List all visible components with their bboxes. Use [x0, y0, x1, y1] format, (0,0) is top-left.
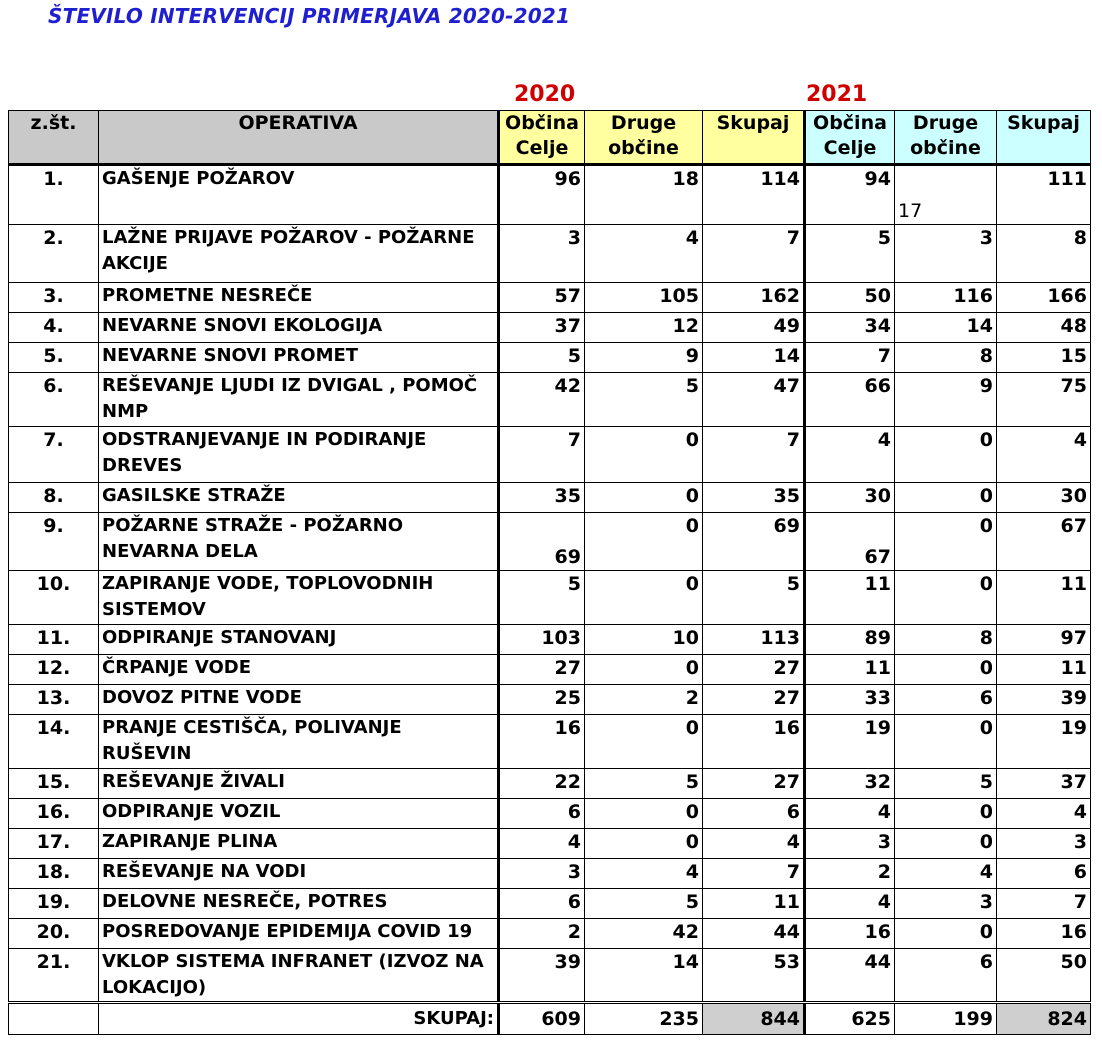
cell-2020-skupaj: 27 — [703, 685, 805, 715]
cell-2021-skupaj: 8 — [997, 225, 1091, 283]
row-number: 17. — [9, 829, 99, 859]
cell-2021-druge: 6 — [895, 685, 997, 715]
row-operativa: REŠEVANJE NA VODI — [99, 859, 499, 889]
cell-2021-celje: 44 — [805, 949, 895, 1003]
cell-2020-celje: 5 — [499, 343, 585, 373]
row-operativa: POŽARNE STRAŽE - POŽARNO NEVARNA DELA — [99, 513, 499, 571]
row-number: 8. — [9, 483, 99, 513]
page-title: ŠTEVILO INTERVENCIJ PRIMERJAVA 2020-2021 — [48, 4, 571, 28]
cell-2021-druge: 0 — [895, 483, 997, 513]
table-row — [9, 715, 1091, 769]
cell-2020-celje: 103 — [499, 625, 585, 655]
table-row — [9, 829, 1091, 859]
cell-2021-celje: 89 — [805, 625, 895, 655]
cell-2020-druge: 4 — [585, 859, 703, 889]
cell-2020-skupaj: 53 — [703, 949, 805, 1003]
row-operativa: PROMETNE NESREČE — [99, 283, 499, 313]
cell-2021-celje: 67 — [805, 513, 895, 571]
row-operativa: ODPIRANJE VOZIL — [99, 799, 499, 829]
header-2021-obcina-line2: Celje — [823, 137, 877, 159]
table-row — [9, 889, 1091, 919]
header-2020-obcina-line1: Občina — [505, 112, 579, 134]
header-2021-druge-obcine — [895, 111, 997, 165]
cell-2021-druge: 6 — [895, 949, 997, 1003]
cell-2020-skupaj: 113 — [703, 625, 805, 655]
row-number: 6. — [9, 373, 99, 427]
cell-2020-skupaj: 6 — [703, 799, 805, 829]
cell-2021-druge: 8 — [895, 625, 997, 655]
cell-2020-druge: 0 — [585, 829, 703, 859]
cell-2020-skupaj: 44 — [703, 919, 805, 949]
row-number: 5. — [9, 343, 99, 373]
row-operativa: VKLOP SISTEMA INFRANET (IZVOZ NA LOKACIJO) — [99, 949, 499, 1003]
year-2020-label: 2020 — [514, 82, 576, 107]
cell-2021-druge: 0 — [895, 829, 997, 859]
cell-2021-druge: 0 — [895, 655, 997, 685]
table-row — [9, 571, 1091, 625]
table-row — [9, 283, 1091, 313]
row-operativa: ZAPIRANJE VODE, TOPLOVODNIH SISTEMOV — [99, 571, 499, 625]
row-number: 11. — [9, 625, 99, 655]
cell-2021-druge: 4 — [895, 859, 997, 889]
row-number: 14. — [9, 715, 99, 769]
cell-2020-druge: 9 — [585, 343, 703, 373]
row-number: 13. — [9, 685, 99, 715]
cell-2020-skupaj: 5 — [703, 571, 805, 625]
header-2021-druge-line2: občine — [910, 137, 981, 159]
header-2021-skupaj: Skupaj — [997, 111, 1091, 165]
cell-2021-skupaj: 15 — [997, 343, 1091, 373]
cell-2020-skupaj: 7 — [703, 225, 805, 283]
cell-2020-druge: 4 — [585, 225, 703, 283]
cell-2021-skupaj: 16 — [997, 919, 1091, 949]
cell-2020-skupaj: 35 — [703, 483, 805, 513]
table-row — [9, 859, 1091, 889]
cell-2020-skupaj: 7 — [703, 427, 805, 483]
cell-2020-druge: 14 — [585, 949, 703, 1003]
cell-2020-druge: 105 — [585, 283, 703, 313]
header-2021-druge-line1: Druge — [912, 112, 979, 134]
cell-2020-skupaj: 14 — [703, 343, 805, 373]
cell-2021-skupaj: 97 — [997, 625, 1091, 655]
row-number: 10. — [9, 571, 99, 625]
row-number: 2. — [9, 225, 99, 283]
header-2020-skupaj: Skupaj — [703, 111, 805, 165]
cell-2021-druge: 14 — [895, 313, 997, 343]
cell-2021-skupaj: 39 — [997, 685, 1091, 715]
row-number: 20. — [9, 919, 99, 949]
cell-2020-celje: 16 — [499, 715, 585, 769]
cell-2021-skupaj: 4 — [997, 427, 1091, 483]
row-operativa: NEVARNE SNOVI EKOLOGIJA — [99, 313, 499, 343]
year-2021-label: 2021 — [806, 82, 868, 107]
cell-2020-celje: 22 — [499, 769, 585, 799]
cell-2021-druge: 5 — [895, 769, 997, 799]
table-row — [9, 343, 1091, 373]
cell-2020-druge: 5 — [585, 889, 703, 919]
row-number: 18. — [9, 859, 99, 889]
row-operativa: LAŽNE PRIJAVE POŽAROV - POŽARNE AKCIJE — [99, 225, 499, 283]
cell-2020-druge: 0 — [585, 513, 703, 571]
cell-2020-skupaj: 4 — [703, 829, 805, 859]
cell-2021-druge: 0 — [895, 799, 997, 829]
cell-2021-celje: 4 — [805, 799, 895, 829]
row-number: 15. — [9, 769, 99, 799]
row-operativa: ČRPANJE VODE — [99, 655, 499, 685]
row-operativa: ODSTRANJEVANJE IN PODIRANJE DREVES — [99, 427, 499, 483]
cell-2020-celje: 4 — [499, 829, 585, 859]
row-operativa: PRANJE CESTIŠČA, POLIVANJE RUŠEVIN — [99, 715, 499, 769]
cell-2020-skupaj: 27 — [703, 769, 805, 799]
row-operativa: ZAPIRANJE PLINA — [99, 829, 499, 859]
cell-2021-celje: 16 — [805, 919, 895, 949]
cell-2020-druge: 5 — [585, 373, 703, 427]
cell-2020-celje: 5 — [499, 571, 585, 625]
cell-2020-celje: 69 — [499, 513, 585, 571]
cell-2021-skupaj: 7 — [997, 889, 1091, 919]
cell-2021-druge: 0 — [895, 571, 997, 625]
cell-2020-celje: 39 — [499, 949, 585, 1003]
cell-2021-skupaj: 30 — [997, 483, 1091, 513]
row-operativa: REŠEVANJE LJUDI IZ DVIGAL , POMOČ NMP — [99, 373, 499, 427]
cell-2020-druge: 18 — [585, 165, 703, 225]
cell-2021-druge: 0 — [895, 513, 997, 571]
table-row — [9, 373, 1091, 427]
row-operativa: DOVOZ PITNE VODE — [99, 685, 499, 715]
table-row — [9, 799, 1091, 829]
table-row — [9, 919, 1091, 949]
cell-2021-skupaj: 4 — [997, 799, 1091, 829]
cell-2021-skupaj: 11 — [997, 571, 1091, 625]
cell-2021-celje: 33 — [805, 685, 895, 715]
cell-2021-druge: 3 — [895, 889, 997, 919]
cell-2020-druge: 0 — [585, 715, 703, 769]
cell-2020-druge: 5 — [585, 769, 703, 799]
cell-2020-celje: 6 — [499, 799, 585, 829]
cell-2021-celje: 66 — [805, 373, 895, 427]
table-row — [9, 427, 1091, 483]
table-row — [9, 483, 1091, 513]
cell-2021-skupaj: 48 — [997, 313, 1091, 343]
cell-2020-druge: 0 — [585, 483, 703, 513]
cell-2020-celje: 35 — [499, 483, 585, 513]
total-row — [9, 1003, 1091, 1035]
cell-2021-druge: 116 — [895, 283, 997, 313]
header-2020-druge-obcine — [585, 111, 703, 165]
cell-2020-celje: 3 — [499, 225, 585, 283]
table-row — [9, 313, 1091, 343]
row-operativa: POSREDOVANJE EPIDEMIJA COVID 19 — [99, 919, 499, 949]
row-operativa: ODPIRANJE STANOVANJ — [99, 625, 499, 655]
cell-2021-celje: 3 — [805, 829, 895, 859]
cell-2020-skupaj: 49 — [703, 313, 805, 343]
row-number: 21. — [9, 949, 99, 1003]
cell-2021-druge: 0 — [895, 919, 997, 949]
cell-2021-skupaj: 50 — [997, 949, 1091, 1003]
row-number: 1. — [9, 165, 99, 225]
cell-2021-celje: 30 — [805, 483, 895, 513]
cell-2020-celje: 42 — [499, 373, 585, 427]
row-operativa: NEVARNE SNOVI PROMET — [99, 343, 499, 373]
cell-2020-druge: 0 — [585, 571, 703, 625]
cell-2020-druge: 0 — [585, 799, 703, 829]
cell-2021-celje: 50 — [805, 283, 895, 313]
cell-2021-celje: 7 — [805, 343, 895, 373]
total-2021-skupaj: 824 — [997, 1003, 1091, 1035]
table-row — [9, 625, 1091, 655]
table-row — [9, 513, 1091, 571]
cell-2020-celje: 7 — [499, 427, 585, 483]
cell-2021-celje: 11 — [805, 655, 895, 685]
total-nr-cell — [9, 1003, 99, 1035]
cell-2020-skupaj: 16 — [703, 715, 805, 769]
cell-2021-skupaj: 3 — [997, 829, 1091, 859]
header-2021-obcina-line1: Občina — [813, 112, 887, 134]
total-label: SKUPAJ: — [99, 1003, 499, 1035]
table-row — [9, 769, 1091, 799]
table-row — [9, 165, 1091, 225]
cell-2021-skupaj: 166 — [997, 283, 1091, 313]
row-number: 9. — [9, 513, 99, 571]
total-2021-celje: 625 — [805, 1003, 895, 1035]
header-2020-druge-line1: Druge — [610, 112, 677, 134]
cell-2021-skupaj: 37 — [997, 769, 1091, 799]
cell-2021-celje: 94 — [805, 165, 895, 225]
cell-2021-druge: 9 — [895, 373, 997, 427]
cell-2020-druge: 42 — [585, 919, 703, 949]
cell-2021-druge: 0 — [895, 427, 997, 483]
cell-2021-celje: 5 — [805, 225, 895, 283]
header-2021-obcina-celje — [805, 111, 895, 165]
table-row — [9, 949, 1091, 1003]
cell-2020-celje: 6 — [499, 889, 585, 919]
cell-2021-celje: 34 — [805, 313, 895, 343]
header-2020-druge-line2: občine — [608, 137, 679, 159]
cell-2021-skupaj: 6 — [997, 859, 1091, 889]
cell-2020-celje: 57 — [499, 283, 585, 313]
cell-2021-druge: 3 — [895, 225, 997, 283]
row-operativa: REŠEVANJE ŽIVALI — [99, 769, 499, 799]
total-2020-skupaj: 844 — [703, 1003, 805, 1035]
cell-2020-skupaj: 47 — [703, 373, 805, 427]
header-2020-obcina-celje — [499, 111, 585, 165]
cell-2020-druge: 12 — [585, 313, 703, 343]
total-2021-druge: 199 — [895, 1003, 997, 1035]
cell-2021-celje: 19 — [805, 715, 895, 769]
header-row — [9, 111, 1091, 165]
cell-2020-druge: 10 — [585, 625, 703, 655]
cell-2020-skupaj: 69 — [703, 513, 805, 571]
row-number: 12. — [9, 655, 99, 685]
cell-2020-druge: 2 — [585, 685, 703, 715]
cell-2021-skupaj: 19 — [997, 715, 1091, 769]
cell-2021-druge: 8 — [895, 343, 997, 373]
cell-2021-celje: 32 — [805, 769, 895, 799]
table-row — [9, 685, 1091, 715]
interventions-table — [8, 110, 1091, 1035]
cell-2020-skupaj: 11 — [703, 889, 805, 919]
cell-2020-celje: 3 — [499, 859, 585, 889]
cell-2020-celje: 96 — [499, 165, 585, 225]
cell-2021-skupaj: 11 — [997, 655, 1091, 685]
cell-2020-skupaj: 27 — [703, 655, 805, 685]
row-operativa: GASILSKE STRAŽE — [99, 483, 499, 513]
cell-2021-skupaj: 67 — [997, 513, 1091, 571]
cell-2020-druge: 0 — [585, 655, 703, 685]
cell-2020-druge: 0 — [585, 427, 703, 483]
header-2020-obcina-line2: Celje — [515, 137, 569, 159]
row-number: 7. — [9, 427, 99, 483]
total-2020-druge: 235 — [585, 1003, 703, 1035]
table-row — [9, 655, 1091, 685]
header-operativa: OPERATIVA — [99, 111, 499, 165]
cell-2021-celje: 4 — [805, 427, 895, 483]
row-number: 16. — [9, 799, 99, 829]
cell-2020-celje: 25 — [499, 685, 585, 715]
cell-2020-celje: 27 — [499, 655, 585, 685]
cell-2020-celje: 37 — [499, 313, 585, 343]
row-number: 3. — [9, 283, 99, 313]
cell-2021-druge: 17 — [895, 165, 997, 225]
cell-2020-skupaj: 7 — [703, 859, 805, 889]
cell-2021-skupaj: 75 — [997, 373, 1091, 427]
cell-2021-celje: 2 — [805, 859, 895, 889]
cell-2021-druge: 0 — [895, 715, 997, 769]
total-2020-celje: 609 — [499, 1003, 585, 1035]
cell-2020-skupaj: 114 — [703, 165, 805, 225]
row-number: 4. — [9, 313, 99, 343]
cell-2020-celje: 2 — [499, 919, 585, 949]
cell-2021-skupaj: 111 — [997, 165, 1091, 225]
table-row — [9, 225, 1091, 283]
row-operativa: DELOVNE NESREČE, POTRES — [99, 889, 499, 919]
header-nr: z.št. — [9, 111, 99, 165]
cell-2020-skupaj: 162 — [703, 283, 805, 313]
row-number: 19. — [9, 889, 99, 919]
row-operativa: GAŠENJE POŽAROV — [99, 165, 499, 225]
cell-2021-celje: 4 — [805, 889, 895, 919]
cell-2021-celje: 11 — [805, 571, 895, 625]
